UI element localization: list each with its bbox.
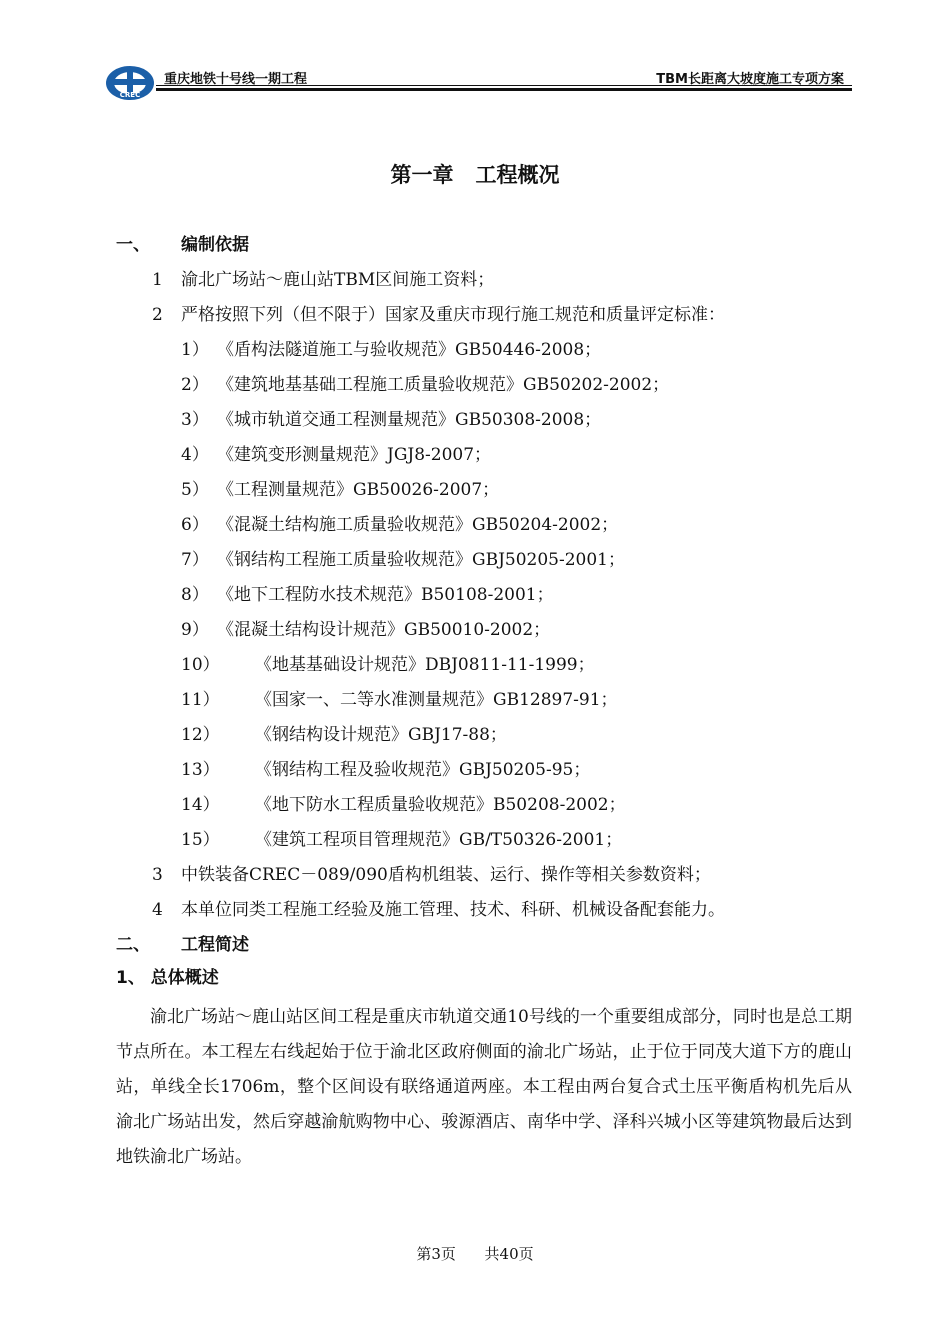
standard-number: 10） [181,655,220,675]
crec-logo-icon [104,64,156,102]
footer-total-pages: 共40页 [484,1245,534,1263]
section1-number: 一、 [116,235,150,255]
item-text: 严格按照下列（但不限于）国家及重庆市现行施工规范和质量评定标准： [181,305,725,325]
standard-text: 《钢结构工程及验收规范》GBJ50205-95； [255,760,591,780]
standard-text: 《工程测量规范》GB50026-2007； [217,480,500,500]
standard-text: 《混凝土结构设计规范》GB50010-2002； [217,620,551,640]
item-number: 3 [152,865,163,885]
standard-text: 《盾构法隧道施工与验收规范》GB50446-2008； [217,340,602,360]
standard-text: 《钢结构工程施工质量验收规范》GBJ50205-2001； [217,550,625,570]
item-text: 渝北广场站～鹿山站TBM区间施工资料； [181,270,495,290]
item-text: 本单位同类工程施工经验及施工管理、技术、科研、机械设备配套能力。 [181,900,725,920]
standard-number: 9） [181,620,209,640]
standard-text: 《钢结构设计规范》GBJ17-88； [255,725,507,745]
standard-number: 12） [181,725,220,745]
chapter-title: 第一章 工程概况 [390,163,560,187]
item-number: 2 [152,305,163,325]
standard-number: 3） [181,410,209,430]
item-text: 中铁装备CREC－089/090盾构机组装、运行、操作等相关参数资料； [181,865,711,885]
subsection-title: 1、 总体概述 [116,968,219,988]
standard-text: 《建筑工程项目管理规范》GB/T50326-2001； [255,830,623,850]
header-document-name: TBM长距离大坡度施工专项方案 [656,72,844,87]
header-project-name: 重庆地铁十号线一期工程 [164,72,308,87]
overview-paragraph [116,1000,852,1175]
footer-page-number: 第3页 [416,1245,456,1263]
page-header [100,64,852,104]
standard-number: 2） [181,375,209,395]
standard-number: 4） [181,445,209,465]
standard-number: 6） [181,515,209,535]
standard-text: 《建筑地基基础工程施工质量验收规范》GB50202-2002； [217,375,670,395]
header-rule-thin [156,85,852,86]
section1-title: 编制依据 [181,235,249,255]
standard-number: 1） [181,340,209,360]
item-number: 1 [152,270,163,290]
section2-number: 二、 [116,935,150,955]
standard-number: 7） [181,550,209,570]
logo-text: CREC [119,91,141,99]
section2-title: 工程简述 [181,935,249,955]
standard-text: 《混凝土结构施工质量验收规范》GB50204-2002； [217,515,619,535]
standard-number: 5） [181,480,209,500]
overview-paragraph-text: 渝北广场站～鹿山站区间工程是重庆市轨道交通10号线的一个重要组成部分，同时也是总工期节点所在。本工程左右线起始于位于渝北区政府侧面的渝北广场站，止于位于同茂大道下方的鹿山站，单线全长1706m，整个区间设有联络通道两座。本工程由两台复合式土压平衡盾构机先后从渝北广场站出发，然后穿越渝航购物中心、骏源酒店、南华中学、泽科兴城小区等建筑物最后达到地铁渝北广场站。 [116,1007,852,1167]
standard-text: 《建筑变形测量规范》JGJ8-2007； [217,445,492,465]
standard-text: 《城市轨道交通工程测量规范》GB50308-2008； [217,410,602,430]
standard-number: 8） [181,585,209,605]
standard-text: 《地基基础设计规范》DBJ0811-11-1999； [255,655,595,675]
standard-number: 15） [181,830,220,850]
header-rule-thick [156,88,852,91]
standard-number: 14） [181,795,220,815]
standard-number: 13） [181,760,220,780]
standard-text: 《地下防水工程质量验收规范》B50208-2002； [255,795,626,815]
standard-text: 《地下工程防水技术规范》B50108-2001； [217,585,554,605]
item-number: 4 [152,900,163,920]
standard-text: 《国家一、二等水准测量规范》GB12897-91； [255,690,618,710]
standard-number: 11） [181,690,220,710]
page-footer [0,1243,950,1264]
